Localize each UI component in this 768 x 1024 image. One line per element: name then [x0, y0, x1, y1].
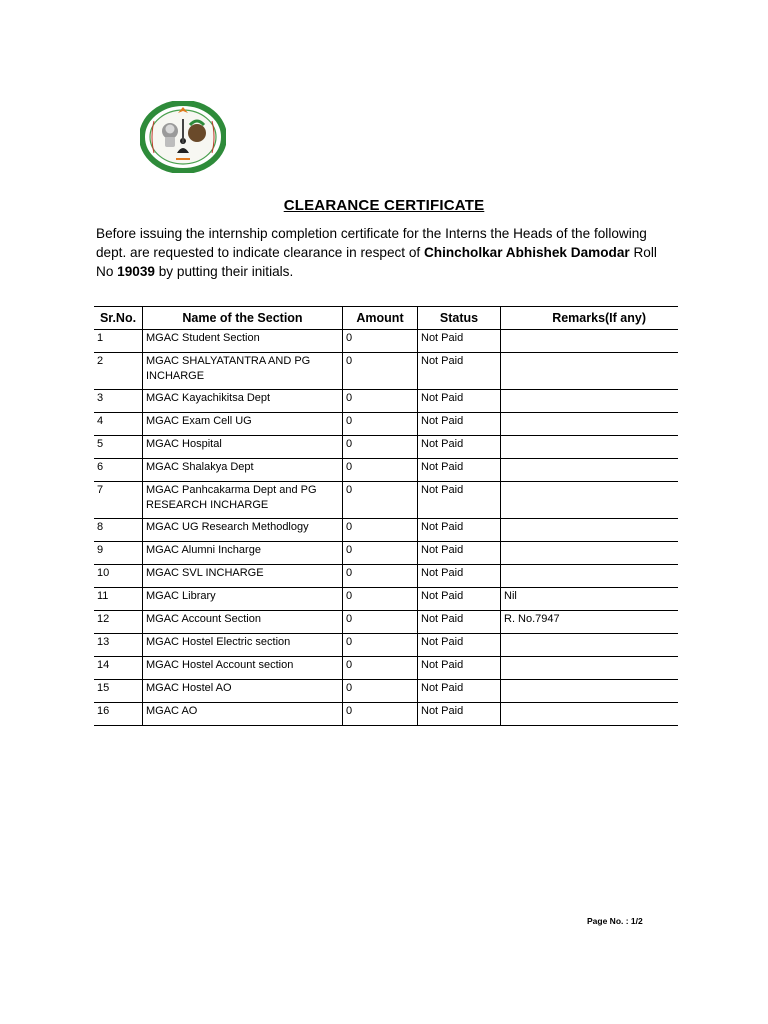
header-status: Status	[418, 307, 501, 330]
cell-section-name: MGAC UG Research Methodlogy	[143, 519, 343, 542]
cell-section-name: MGAC AO	[143, 703, 343, 726]
cell-sr-no: 9	[94, 542, 143, 565]
cell-remarks	[501, 482, 679, 519]
cell-amount: 0	[343, 634, 418, 657]
cell-sr-no: 14	[94, 657, 143, 680]
intro-paragraph	[96, 224, 676, 281]
header-amount: Amount	[343, 307, 418, 330]
cell-section-name: MGAC SVL INCHARGE	[143, 565, 343, 588]
cell-section-name: MGAC SHALYATANTRA AND PG INCHARGE	[143, 353, 343, 390]
cell-remarks	[501, 680, 679, 703]
cell-status: Not Paid	[418, 588, 501, 611]
cell-section-name: MGAC Alumni Incharge	[143, 542, 343, 565]
cell-sr-no: 11	[94, 588, 143, 611]
cell-status: Not Paid	[418, 703, 501, 726]
roll-label: Roll No	[96, 245, 657, 279]
cell-remarks	[501, 703, 679, 726]
cell-amount: 0	[343, 703, 418, 726]
cell-remarks	[501, 519, 679, 542]
cell-section-name: MGAC Library	[143, 588, 343, 611]
cell-section-name: MGAC Hostel Account section	[143, 657, 343, 680]
cell-status: Not Paid	[418, 519, 501, 542]
cell-section-name: MGAC Hostel Electric section	[143, 634, 343, 657]
cell-status: Not Paid	[418, 353, 501, 390]
table-row	[94, 634, 678, 657]
cell-sr-no: 7	[94, 482, 143, 519]
cell-remarks: Nil	[501, 588, 679, 611]
cell-status: Not Paid	[418, 542, 501, 565]
cell-amount: 0	[343, 482, 418, 519]
cell-remarks	[501, 413, 679, 436]
table-row	[94, 703, 678, 726]
table-row	[94, 390, 678, 413]
cell-section-name: MGAC Exam Cell UG	[143, 413, 343, 436]
cell-status: Not Paid	[418, 565, 501, 588]
header-remarks: Remarks(If any)	[501, 307, 679, 330]
cell-amount: 0	[343, 330, 418, 353]
cell-sr-no: 4	[94, 413, 143, 436]
cell-status: Not Paid	[418, 390, 501, 413]
page-title: CLEARANCE CERTIFICATE	[283, 197, 485, 214]
cell-sr-no: 13	[94, 634, 143, 657]
cell-remarks	[501, 353, 679, 390]
cell-amount: 0	[343, 436, 418, 459]
cell-amount: 0	[343, 390, 418, 413]
cell-status: Not Paid	[418, 436, 501, 459]
cell-amount: 0	[343, 542, 418, 565]
table-header-row	[94, 307, 678, 330]
cell-section-name: MGAC Panhcakarma Dept and PG RESEARCH INCHARGE	[143, 482, 343, 519]
cell-section-name: MGAC Kayachikitsa Dept	[143, 390, 343, 413]
cell-sr-no: 2	[94, 353, 143, 390]
table-row	[94, 330, 678, 353]
cell-remarks	[501, 565, 679, 588]
table-row	[94, 353, 678, 390]
cell-status: Not Paid	[418, 680, 501, 703]
cell-amount: 0	[343, 413, 418, 436]
cell-section-name: MGAC Hostel AO	[143, 680, 343, 703]
cell-sr-no: 3	[94, 390, 143, 413]
cell-sr-no: 15	[94, 680, 143, 703]
cell-status: Not Paid	[418, 482, 501, 519]
table-row	[94, 519, 678, 542]
cell-sr-no: 12	[94, 611, 143, 634]
cell-remarks	[501, 436, 679, 459]
table-row	[94, 588, 678, 611]
cell-remarks: R. No.7947	[501, 611, 679, 634]
cell-amount: 0	[343, 353, 418, 390]
cell-status: Not Paid	[418, 459, 501, 482]
student-name: Chincholkar Abhishek Damodar	[423, 245, 630, 260]
intro-text-before: Before issuing the internship completion certificate for the Interns the Heads of the following dept. are requested to indicate clearance in respect of	[96, 226, 647, 260]
cell-sr-no: 10	[94, 565, 143, 588]
cell-section-name: MGAC Student Section	[143, 330, 343, 353]
table-row	[94, 680, 678, 703]
cell-sr-no: 5	[94, 436, 143, 459]
cell-section-name: MGAC Hospital	[143, 436, 343, 459]
table-row	[94, 459, 678, 482]
cell-status: Not Paid	[418, 657, 501, 680]
cell-status: Not Paid	[418, 611, 501, 634]
cell-section-name: MGAC Shalakya Dept	[143, 459, 343, 482]
cell-section-name: MGAC Account Section	[143, 611, 343, 634]
clearance-table	[94, 306, 678, 726]
cell-status: Not Paid	[418, 634, 501, 657]
cell-remarks	[501, 542, 679, 565]
table-row	[94, 657, 678, 680]
cell-sr-no: 6	[94, 459, 143, 482]
cell-remarks	[501, 330, 679, 353]
cell-sr-no: 8	[94, 519, 143, 542]
cell-amount: 0	[343, 588, 418, 611]
cell-remarks	[501, 390, 679, 413]
cell-amount: 0	[343, 680, 418, 703]
table-row	[94, 542, 678, 565]
cell-remarks	[501, 459, 679, 482]
roll-number: 19039	[117, 264, 155, 279]
header-sr-no: Sr.No.	[94, 307, 143, 330]
cell-status: Not Paid	[418, 413, 501, 436]
header-section-name: Name of the Section	[143, 307, 343, 330]
table-row	[94, 611, 678, 634]
table-row	[94, 413, 678, 436]
cell-amount: 0	[343, 459, 418, 482]
table-row	[94, 436, 678, 459]
cell-amount: 0	[343, 657, 418, 680]
cell-remarks	[501, 634, 679, 657]
cell-sr-no: 16	[94, 703, 143, 726]
cell-amount: 0	[343, 519, 418, 542]
cell-amount: 0	[343, 611, 418, 634]
table-row	[94, 565, 678, 588]
cell-remarks	[501, 657, 679, 680]
intro-text-after: by putting their initials.	[154, 264, 294, 279]
cell-sr-no: 1	[94, 330, 143, 353]
table-row	[94, 482, 678, 519]
cell-status: Not Paid	[418, 330, 501, 353]
college-seal-logo	[140, 101, 226, 173]
cell-amount: 0	[343, 565, 418, 588]
page-number: Page No. : 1/2	[587, 916, 643, 926]
